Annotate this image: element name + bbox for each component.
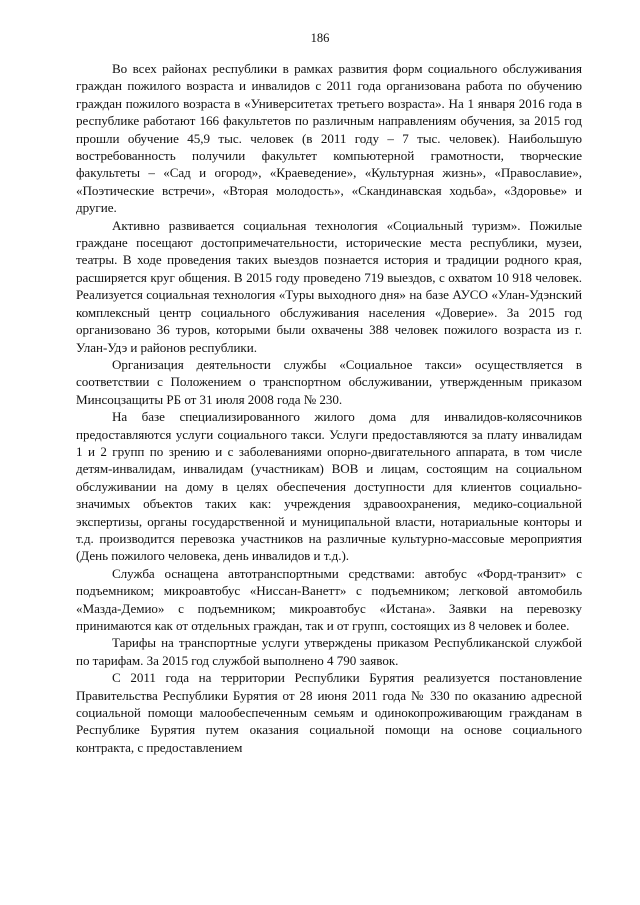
page-number: 186	[310, 31, 330, 45]
paragraph-social-taxi-services: На базе специализированного жилого дома для инвалидов-колясочников предоставляются услуги социального такси. Услуги предоставляются за плату инвалидам 1 и 2 групп по зрению и с заболеваниями опорно-двигательного аппарата, в том числе детям-инвалидам, инвалидам (участникам) ВОВ и лицам, состоящим на социальном обслуживании на дому в целях обеспечения доступности для клиентов социально-значимых объектов таких как: учреждения здравоохранения, медико-социальной экспертизы, органы государственной и муниципальной власти, нотариальные конторы и т.д. производится перевозка участников на различные культурно-массовые мероприятия (День пожилого человека, день инвалидов и т.д.).	[76, 409, 582, 564]
paragraph-universities-third-age: Во всех районах республики в рамках развития форм социального обслуживания граждан пожилого возраста и инвалидов с 2011 года организована работа по обучению граждан пожилого возраста в «Университетах третьего возраста». На 1 января 2016 года в республике работают 166 факультетов по различным направлениям обучения, за 2015 год прошли обучение 45,9 тыс. человек (в 2011 году – 7 тыс. человек). Наибольшую востребованность получили факультет компьютерной грамотности, творческие факультеты – «Сад и огород», «Краеведение», «Культурная жизнь», «Православие», «Поэтические встречи», «Вторая молодость», «Скандинавская ходьба», «Здоровье» и другие.	[76, 61, 582, 216]
paragraph-social-taxi-organization: Организация деятельности службы «Социальное такси» осуществляется в соответствии с Положением о транспортном обслуживании, утвержденным приказом Минсоцзащиты РБ от 31 июля 2008 года № 230.	[76, 356, 582, 407]
body-text	[76, 60, 582, 756]
paragraph-social-tourism: Активно развивается социальная технология «Социальный туризм». Пожилые граждане посещают достопримечательности, исторические места республики, музеи, театры. В ходе проведения таких выездов познается история и традиции родного края, расширяется круг общения. В 2015 году проведено 719 выездов, с охватом 10 918 человек. Реализуется социальная технология «Туры выходного дня» на базе АУСО «Улан-Удэнский комплексный центр социального обслуживания населения «Доверие». За 2015 год организовано 36 туров, которыми были охвачены 388 человек пожилого возраста из г. Улан-Удэ и районов республики.	[76, 217, 582, 355]
paragraph-social-contract: С 2011 года на территории Республики Бурятия реализуется постановление Правительства Республики Бурятия от 28 июня 2011 года № 330 по оказанию адресной социальной помощи малообеспеченным семьям и одинокопроживающим гражданам в Республике Бурятия путем оказания социальной помощи на основе социального контракта, с предоставлением	[76, 670, 582, 755]
paragraph-vehicle-fleet: Служба оснащена автотранспортными средствами: автобус «Форд-транзит» с подъемником; микроавтобус «Ниссан-Ванетт» с подъемником; легковой автомобиль «Мазда-Демио» с подъемником; микроавтобус «Истана». Заявки на перевозку принимаются как от отдельных граждан, так и от групп, состоящих из 8 человек и более.	[76, 565, 582, 633]
paragraph-tariffs: Тарифы на транспортные услуги утверждены приказом Республиканской службой по тарифам. За 2015 год службой выполнено 4 790 заявок.	[76, 635, 582, 668]
